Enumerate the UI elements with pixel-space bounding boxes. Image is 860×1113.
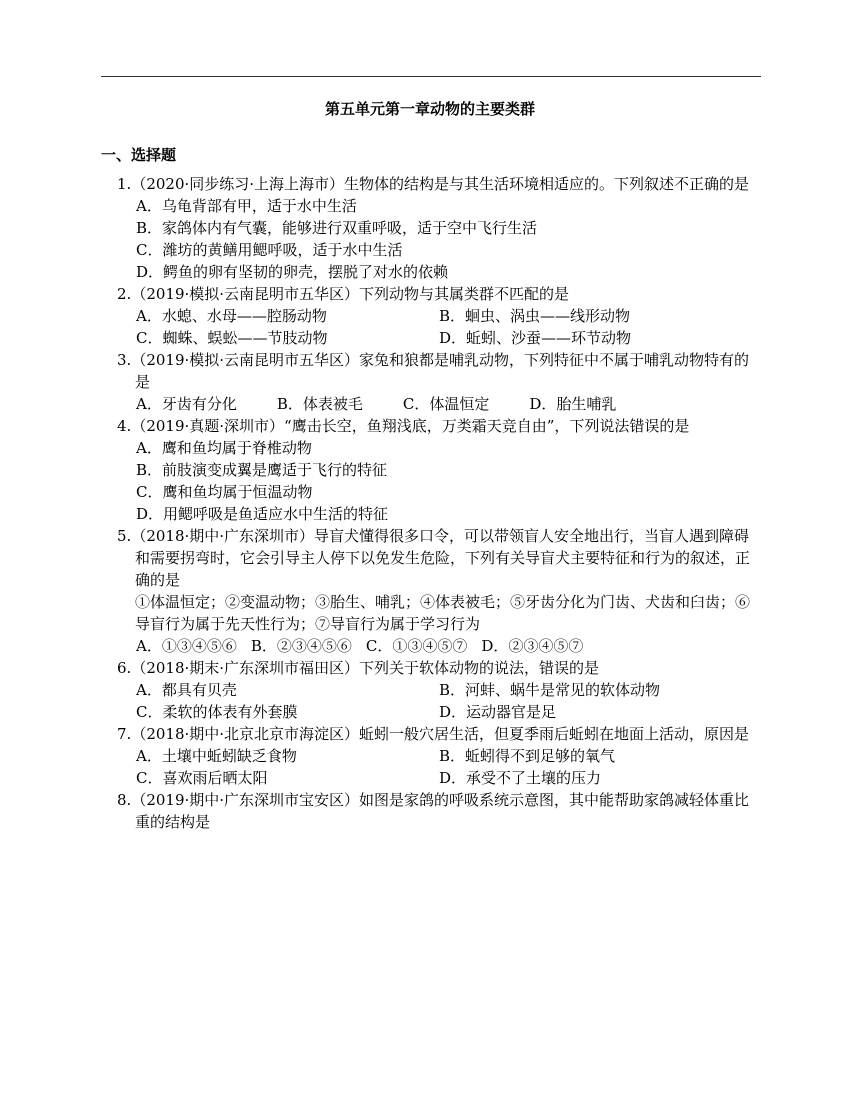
option-c: C．喜欢雨后晒太阳 [136,769,268,787]
question-2 [101,283,761,349]
question-text: （2019·模拟·云南昆明市五华区）下列动物与其属类群不匹配的是 [131,285,570,303]
question-number: 6. [117,659,132,677]
option-d: D．②③④⑤⑦ [481,637,584,655]
option-a: A．水螅、水母——腔肠动物 [136,307,327,325]
question-text: （2019·真题·深圳市）“鹰击长空，鱼翔浅底，万类霜天竞自由”，下列说法错误的是 [131,417,690,435]
question-text: （2018·期中·北京北京市海淀区）蚯蚓一般穴居生活，但夏季雨后蚯蚓在地面上活动，原因是 [131,725,750,743]
question-stem [101,789,761,833]
question-stem [101,349,761,393]
option-a: A．都具有贝壳 [136,681,237,699]
option-b: B．蚯蚓得不到足够的氧气 [439,747,616,765]
option-c: C．潍坊的黄鳝用鳃呼吸，适于水中生活 [136,241,403,259]
question-text: （2019·模拟·云南昆明市五华区）家兔和狼都是哺乳动物，下列特征中不属于哺乳动物特有的是 [131,351,750,391]
question-number: 1. [117,175,132,193]
question-text: （2018·期中·广东深圳市）导盲犬懂得很多口令，可以带领盲人安全地出行，当盲人遇到障碍和需要拐弯时，它会引导主人停下以免发生危险，下列有关导盲犬主要特征和行为的叙述，正确的是 [131,527,751,589]
option-d: D．承受不了土壤的压力 [439,769,602,787]
option-b: B．蛔虫、涡虫——线形动物 [439,307,631,325]
option-b: B．前肢演变成翼是鹰适于飞行的特征 [136,461,388,479]
option-b: B．②③④⑤⑥ [250,637,352,655]
option-group [101,393,761,415]
question-number: 4. [117,417,132,435]
option-b: B．河蚌、蜗牛是常见的软体动物 [439,681,661,699]
question-3 [101,349,761,415]
question-4 [101,415,761,525]
question-7 [101,723,761,789]
question-8 [101,789,761,833]
option-c: C．柔软的体表有外套膜 [136,703,298,721]
option-a: A．土壤中蚯蚓缺乏食物 [136,747,297,765]
option-group [101,437,761,525]
option-d: D．用鳃呼吸是鱼适应水中生活的特征 [136,505,389,523]
option-d: D．运动器官是足 [439,703,557,721]
question-text: （2018·期末·广东深圳市福田区）下列关于软体动物的说法，错误的是 [131,659,600,677]
question-stem [101,657,761,679]
option-a: A．①③④⑤⑥ [136,637,237,655]
question-stem [101,283,761,305]
option-group [101,745,761,789]
option-group [101,305,761,349]
option-a: A．乌龟背部有甲，适于水中生活 [136,197,357,215]
question-stem [101,525,761,591]
question-5 [101,525,761,657]
question-text: （2020·同步练习·上海上海市）生物体的结构是与其生活环境相适应的。下列叙述不正确的是 [131,175,750,193]
option-group [101,679,761,723]
header-rule [101,76,761,77]
question-number: 7. [117,725,132,743]
option-c: C．体温恒定 [402,395,490,413]
option-b: B．体表被毛 [276,395,363,413]
option-c: C．①③④⑤⑦ [365,637,468,655]
question-list [101,173,761,833]
section-heading: 一、选择题 [101,146,177,164]
question-number: 8. [117,791,132,809]
question-number: 2. [117,285,132,303]
question-stem [101,173,761,195]
option-a: A．鹰和鱼均属于脊椎动物 [136,439,312,457]
option-a: A．牙齿有分化 [136,395,237,413]
option-d: D．蚯蚓、沙蚕——环节动物 [439,329,632,347]
option-c: C．蜘蛛、蜈蚣——节肢动物 [136,329,328,347]
option-c: C．鹰和鱼均属于恒温动物 [136,483,313,501]
question-stem [101,415,761,437]
question-6 [101,657,761,723]
option-d: D．鳄鱼的卵有坚韧的卵壳，摆脱了对水的依赖 [136,263,449,281]
question-number: 3. [117,351,132,369]
option-group [101,195,761,283]
question-stem [101,723,761,745]
question-1 [101,173,761,283]
option-b: B．家鸽体内有气囊，能够进行双重呼吸，适于空中飞行生活 [136,219,538,237]
question-text: （2019·期中·广东深圳市宝安区）如图是家鸽的呼吸系统示意图，其中能帮助家鸽减轻体重比重的结构是 [131,791,750,831]
page-title: 第五单元第一章动物的主要类群 [324,100,535,118]
option-group [101,635,761,657]
option-d: D．胎生哺乳 [529,395,617,413]
question-statements: ①体温恒定；②变温动物；③胎生、哺乳；④体表被毛；⑤牙齿分化为门齿、犬齿和臼齿；⑥导盲行为属于先天性行为；⑦导盲行为属于学习行为 [135,593,751,633]
question-number: 5. [117,527,132,545]
